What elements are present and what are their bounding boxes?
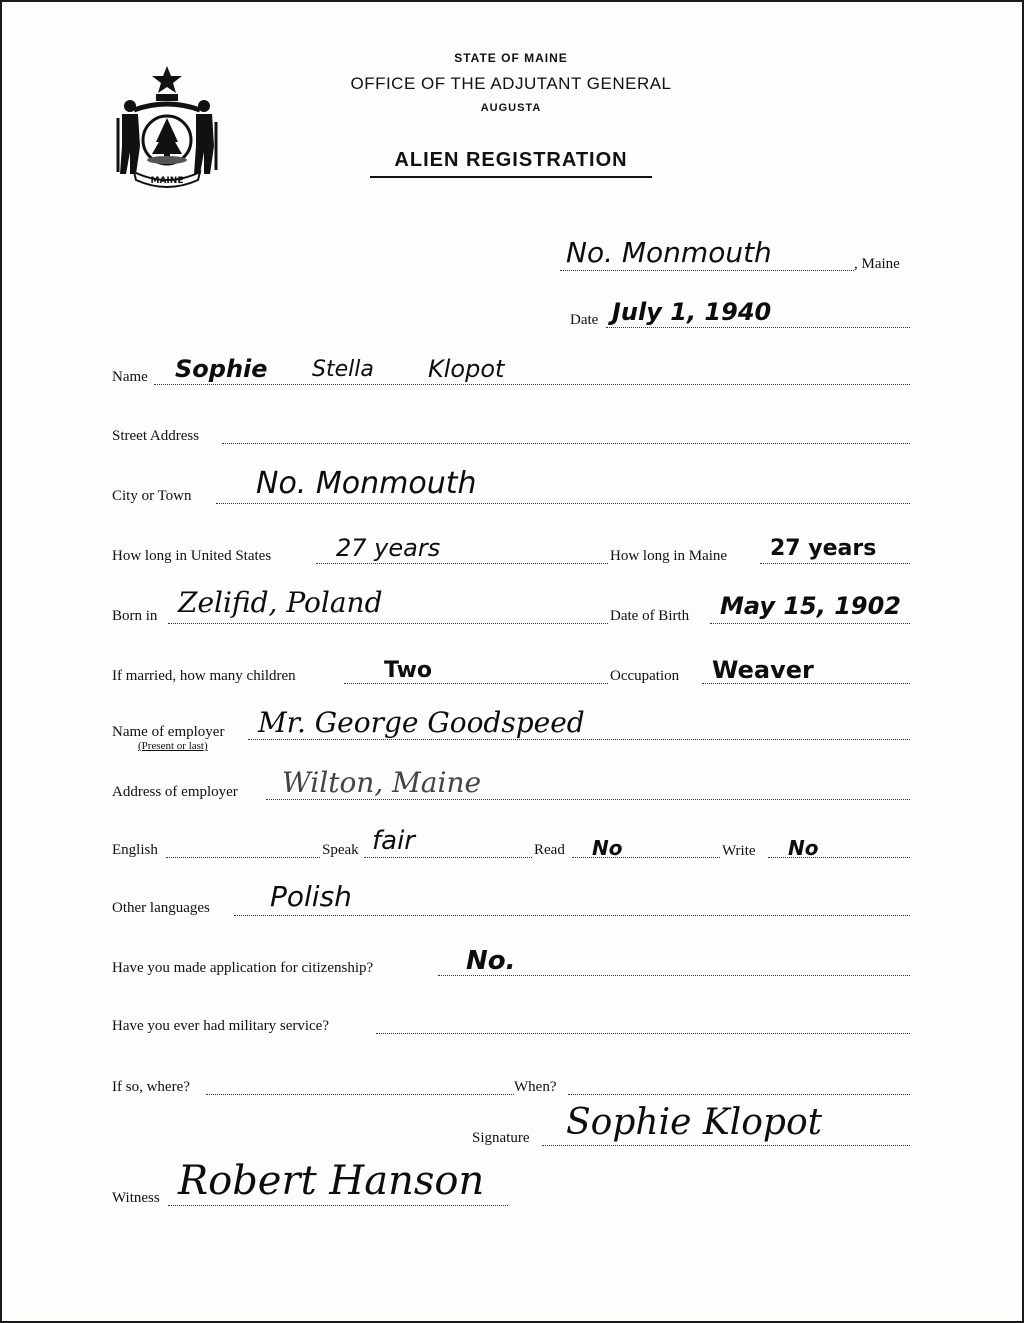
name-first: Sophie [175,355,268,383]
town-value: No. Monmouth [566,236,772,269]
occupation-label: Occupation [610,668,680,684]
city-label: City or Town [112,488,192,504]
header-state: STATE OF MAINE [454,51,568,65]
born-in-value: Zelifid, Poland [178,586,383,619]
speak-value: fair [372,826,415,856]
header-city: AUGUSTA [480,102,542,114]
witness-value: Robert Hanson [178,1158,485,1204]
city-value: No. Monmouth [256,466,477,501]
write-value: No [788,836,819,860]
employer-sublabel: (Present or last) [138,740,208,752]
us-duration-value: 27 years [336,534,441,562]
children-value: Two [384,658,433,683]
read-value: No [592,836,623,860]
street-address-label: Street Address [112,428,200,444]
witness-label: Witness [112,1190,160,1206]
dob-value: May 15, 1902 [720,592,902,620]
form-title: ALIEN REGISTRATION [370,149,652,178]
maine-duration-value: 27 years [770,536,877,561]
header-office: OFFICE OF THE ADJUTANT GENERAL [350,74,672,93]
speak-label: Speak [322,842,359,858]
military-label: Have you ever had military service? [112,1018,329,1034]
occupation-value: Weaver [712,656,814,684]
read-label: Read [534,842,565,858]
maine-suffix: , Maine [854,256,900,272]
signature-value: Sophie Klopot [566,1102,823,1143]
employer-value: Mr. George Goodspeed [258,706,585,739]
children-label: If married, how many children [112,668,296,684]
svg-text:MAINE: MAINE [150,176,184,186]
maine-duration-label: How long in Maine [610,548,728,564]
name-last: Klopot [428,355,505,383]
citizenship-label: Have you made application for citizenship? [112,960,374,976]
employer-address-label: Address of employer [112,784,238,800]
write-label: Write [722,843,756,859]
born-in-label: Born in [112,608,158,624]
other-languages-value: Polish [270,880,352,913]
where-label: If so, where? [112,1079,190,1095]
name-label: Name [112,369,148,385]
other-languages-label: Other languages [112,900,210,916]
english-label: English [112,842,158,858]
when-label: When? [514,1079,557,1095]
us-duration-label: How long in United States [112,548,272,564]
signature-label: Signature [472,1130,530,1146]
employer-address-value: Wilton, Maine [282,766,482,799]
name-middle: Stella [312,357,374,382]
employer-label: Name of employer [112,724,225,740]
date-label: Date [570,312,599,328]
citizenship-value: No. [466,946,516,976]
dob-label: Date of Birth [610,608,690,624]
maine-state-seal [112,62,222,192]
date-value: July 1, 1940 [612,298,772,326]
